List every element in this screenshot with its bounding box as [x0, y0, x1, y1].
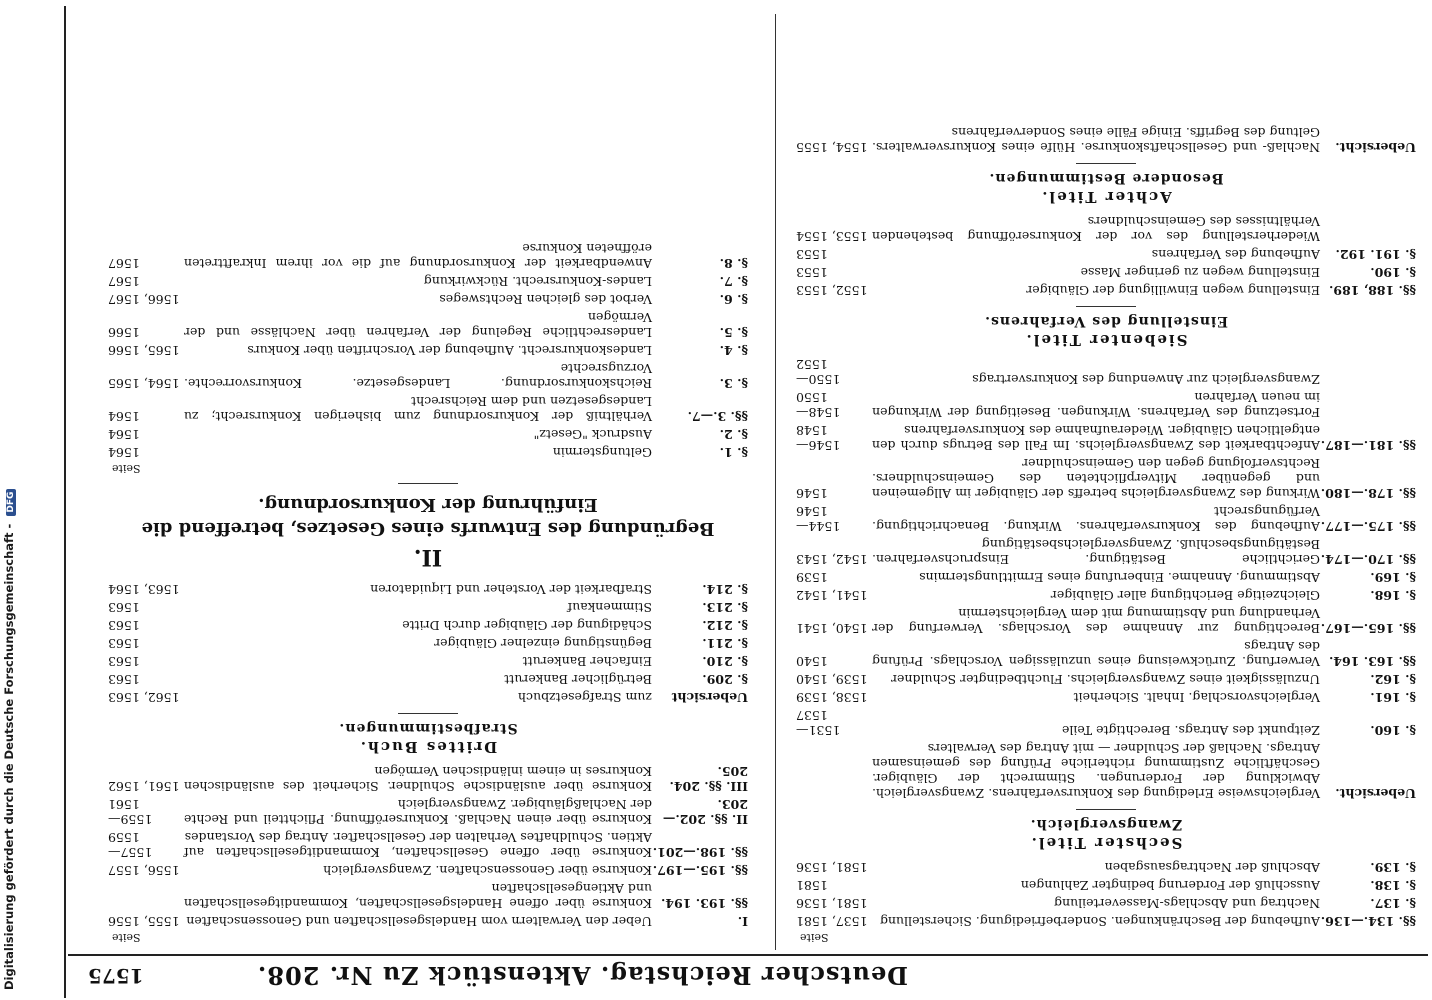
part2-numeral: II.: [413, 544, 443, 570]
toc-entry: [796, 639, 1416, 669]
page-header: [68, 954, 1428, 996]
footer-strip: [0, 0, 28, 1000]
toc-entry-page: 1557—1559: [108, 830, 153, 860]
toc-entry-number: §. 161.: [1370, 690, 1416, 705]
toc-entry-number: §. 4.: [719, 343, 748, 358]
toc-entry: [108, 292, 748, 307]
subtitle-7: Einstellung des Verfahrens.: [984, 313, 1228, 329]
toc-entry-page: 1563: [108, 636, 140, 651]
toc-entry: [108, 764, 748, 794]
toc-entry-number: §. 5.: [719, 325, 748, 340]
toc-entry-page: 1544—1546: [796, 504, 841, 534]
toc-entry-page: 1567: [108, 274, 140, 289]
seite-label: Seite: [112, 931, 141, 944]
book3-subtitle: Strafbestimmungen.: [338, 720, 518, 736]
toc-entry-page: 1566, 1567: [108, 292, 180, 307]
rule: [1076, 306, 1136, 307]
toc-entry-text: Gerichtliche Bestätigung. Einspruchsverfahren. Bestätigungsbeschluß. Zwangsvergleichsbestätigung: [872, 537, 1320, 567]
toc-entry-number: §. 214.: [702, 582, 748, 597]
toc-entry: [796, 588, 1416, 603]
toc-entry-text: Strafbarkeit der Vorsteher und Liquidatoren: [370, 582, 652, 597]
toc-entry-page: 1564: [108, 445, 140, 460]
title-6: Sechster Titel.: [1029, 834, 1183, 852]
toc-entry: [108, 394, 748, 424]
toc-entry-page: 1581, 1536: [796, 896, 868, 911]
entries-a: [796, 860, 1416, 929]
toc-entry-page: 1561, 1562: [108, 779, 180, 794]
toc-entry-number: §. 137.: [1370, 896, 1416, 911]
toc-entry-number: §. 138.: [1370, 878, 1416, 893]
toc-entry: [108, 361, 748, 391]
toc-entry: [796, 456, 1416, 501]
toc-entry-text: Vergleichsvorschlag. Inhalt. Sicherheit: [1073, 690, 1320, 705]
toc-entry-number: §§. 193. 194.: [660, 896, 748, 911]
toc-entry: [108, 672, 748, 687]
rule: [1076, 163, 1136, 164]
toc-entry-page: 1546—1548: [796, 423, 841, 453]
toc-entry: [108, 863, 748, 878]
toc-entry-page: 1552, 1553: [796, 283, 868, 298]
toc-entry-page: 1548—1550: [796, 390, 841, 420]
column-divider: [775, 14, 776, 950]
toc-entry-text: Nachlaß- und Gesellschaftskonkurse. Hülfe eines Konkursverwalters. Geltung des Begriffs. Einige Fälle eines Sonderverfahrens: [872, 125, 1320, 155]
toc-entry: [796, 914, 1416, 929]
toc-entry-number: I.: [737, 914, 748, 929]
toc-entry: [108, 830, 748, 860]
toc-entry-text: Konkurse über offene Handelsgesellschaften, Kommanditgesellschaften und Aktiengesellschaften: [184, 881, 652, 911]
rule: [1076, 809, 1136, 810]
toc-entry-page: 1564: [108, 409, 140, 424]
toc-entry: [796, 878, 1416, 893]
toc-entry-number: §. 168.: [1370, 588, 1416, 603]
toc-entry: [108, 343, 748, 358]
toc-entry-number: [1320, 214, 1416, 244]
toc-entry-text: Verbot des gleichen Rechtsweges: [439, 292, 652, 307]
toc-entry-page: 1559—1561: [108, 797, 153, 827]
toc-entry-number: §§. 198.—201.: [652, 845, 748, 860]
entries-b: [108, 582, 748, 705]
toc-entry: [108, 618, 748, 633]
toc-entry-text: Aufhebung des Konkursverfahrens. Wirkung. Benachrichtigung. Verfügungsrecht: [872, 504, 1320, 534]
toc-entry-text: Einfacher Bankerutt: [522, 654, 652, 669]
toc-entry-text: Vergleichsweise Erledigung des Konkursverfahrens. Zwangsvergleich. Abwicklung der Forderungen. Stimmrecht der Gläubiger. Geschäftliche Zustimmung richterliche Prüfung des gemeinsamen Antrags. Nachlaß der Schuldner — mit Antrag des Verwalters: [872, 741, 1320, 801]
toc-entry-number: §. 211.: [702, 636, 748, 651]
toc-entry: [796, 606, 1416, 636]
toc-entry-number: Uebersicht: [671, 690, 748, 705]
toc-entry-number: §. 8.: [719, 256, 748, 271]
rule: [398, 713, 458, 714]
toc-entry-number: §. 169.: [1370, 570, 1416, 585]
toc-entry: [796, 537, 1416, 567]
toc-entry-number: §. 190.: [1370, 265, 1416, 280]
toc-entry-page: 1564, 1565: [108, 376, 180, 391]
toc-entry: [796, 708, 1416, 738]
toc-entry-text: Zeitpunkt des Antrags. Berechtigte Teile: [1061, 723, 1320, 738]
page-title: Deutscher Reichstag. Aktenstück Zu Nr. 208.: [256, 961, 908, 990]
toc-entry-text: Konkurse über offene Gesellschaften, Kommanditgesellschaften auf Aktien. Schuldhaftes Verhalten der Gesellschafter. Antrag des Vorstandes: [184, 830, 652, 860]
toc-entry-page: 1581, 1536: [796, 860, 868, 875]
toc-entry-text: Betrüglicher Bankerutt: [504, 672, 652, 687]
left-column: [796, 14, 1416, 944]
toc-entry-number: §§. 3.—7.: [687, 409, 748, 424]
toc-entry-page: 1553: [796, 265, 828, 280]
toc-entry-number: §. 3.: [719, 376, 748, 391]
rotated-content: [68, 4, 1428, 996]
title-8: Achter Titel.: [1040, 188, 1172, 206]
toc-entry: [108, 445, 748, 460]
toc-entry-text: Schädigung der Gläubiger durch Dritte: [402, 618, 652, 633]
toc-entry-page: 1564: [108, 427, 140, 442]
toc-entry-text: Ausdruck "Gesetz": [533, 427, 652, 442]
toc-entry-page: 1565, 1566: [108, 343, 180, 358]
toc-entry: [108, 241, 748, 271]
rule: [398, 483, 458, 484]
toc-entry-number: §§. 163. 164.: [1328, 654, 1416, 669]
toc-entry-number: §. 213.: [702, 600, 748, 615]
toc-entry: [796, 860, 1416, 875]
toc-entry-text: Landes-Konkursrecht. Rückwirkung: [423, 274, 652, 289]
toc-entry-text: Begünstigung einzelner Gläubiger: [434, 636, 652, 651]
toc-entry-number: §§. 170.—174.: [1320, 552, 1416, 567]
toc-entry-text: Wiederherstellung des vor der Konkurseröffnung bestehenden Verhältnisses des Gemeinschuldners: [872, 214, 1320, 244]
book3-title: Drittes Buch.: [358, 738, 498, 756]
toc-entry: [108, 310, 748, 340]
toc-entry-text: Ueber den Verwaltern vom Handelsgesellschaften und Genossenschaften: [186, 914, 652, 929]
entries-a: [108, 764, 748, 929]
toc-entry-page: 1563: [108, 654, 140, 669]
page-number: 1575: [88, 964, 144, 988]
toc-entry: [796, 690, 1416, 705]
toc-entry-page: 1566: [108, 325, 140, 340]
toc-entry-page: 1541, 1542: [796, 588, 868, 603]
right-column: [108, 14, 748, 944]
toc-entry-page: 1550—1552: [796, 357, 841, 387]
toc-entry-number: §§. 195.—197.: [652, 863, 748, 878]
toc-entry-page: 1546: [796, 486, 828, 501]
part2-title: Begründung des Entwurfs eines Gesetzes, betreffend die Einführung der Konkursordnung.: [141, 494, 715, 539]
toc-entry: [108, 600, 748, 615]
toc-entry-page: 1539: [796, 570, 828, 585]
toc-entry: [108, 797, 748, 827]
toc-entry: [796, 283, 1416, 298]
toc-entry-page: 1581: [796, 878, 828, 893]
toc-entry-text: Fortsetzung des Verfahrens. Wirkungen. Beseitigung der Wirkungen im neuen Verfahren: [872, 390, 1320, 420]
toc-entry-text: Zwangsvergleich zur Anwendung des Konkursvertrags: [972, 372, 1320, 387]
toc-entry-text: Konkurse über ausländische Schuldner. Sicherheit des ausländischen Konkurses in einem inländischen Vermögen: [184, 764, 652, 794]
toc-entry-number: §. 191. 192.: [1335, 247, 1416, 262]
toc-entry-page: 1567: [108, 256, 140, 271]
toc-entry-number: §§. 175.—177.: [1320, 519, 1416, 534]
toc-entry-number: §§. 134.—136.: [1320, 914, 1416, 929]
title-7: Siebenter Titel.: [1024, 331, 1188, 349]
toc-entry-text: Geltungstermin: [552, 445, 652, 460]
toc-entry: [796, 214, 1416, 244]
toc-entry-number: II. §§. 202.—203.: [662, 797, 748, 827]
toc-entry-page: 1563: [108, 618, 140, 633]
toc-entry-number: §. 7.: [719, 274, 748, 289]
toc-entry-page: [796, 741, 872, 801]
toc-entry: [796, 125, 1416, 155]
toc-entry-page: 1537, 1581: [796, 914, 868, 929]
toc-entry-page: [108, 881, 184, 911]
toc-entry-text: Landesrechtliche Regelung der Verfahren über Nachlässe und der Vermögen: [184, 310, 652, 340]
toc-entry-text: Konkurse über einen Nachlaß. Konkurseröffnung. Pflichtteil und Rechte der Nachlaßgläubiger. Zwangsvergleich: [184, 797, 652, 827]
entries-c: [796, 214, 1416, 298]
toc-entry-text: Konkurse über Genossenschaften. Zwangsvergleich: [323, 863, 652, 878]
page-edge-line: [64, 6, 66, 998]
toc-entry-text: Nachtrag und Abschlags-Masseverteilung: [1054, 896, 1320, 911]
toc-entry-number: III. §§. 204. 205.: [669, 764, 748, 794]
toc-entry-number: §§. 188, 189.: [1328, 283, 1416, 298]
toc-entry: [796, 896, 1416, 911]
toc-entry-text: Anwendbarkeit der Konkursordnung auf die vor ihrem Inkrafttreten eröffneten Konkurse: [184, 241, 652, 271]
toc-entry-number: Uebersicht.: [1335, 140, 1416, 155]
entries-b: [796, 357, 1416, 801]
toc-entry-text: Einstellung wegen Einwilligung der Gläubiger: [1026, 283, 1320, 298]
toc-entry-number: §. 1.: [719, 445, 748, 460]
toc-entry: [108, 881, 748, 911]
toc-entry: [796, 247, 1416, 262]
toc-entry-page: 1556, 1557: [108, 863, 180, 878]
seite-label: Seite: [112, 462, 141, 475]
toc-entry-text: Reichskonkursordnung. Landesgesetze. Konkursvorrechte. Vorzugsrechte: [184, 361, 652, 391]
toc-entry-page: 1562, 1563: [108, 690, 180, 705]
toc-entry-page: 1563: [108, 672, 140, 687]
toc-entry-page: 1531—1537: [796, 708, 841, 738]
toc-entry-text: Aufhebung der Beschränkungen. Sonderbefriedigung. Sicherstellung: [879, 914, 1320, 929]
toc-entry-page: 1555, 1556: [108, 914, 180, 929]
toc-entry-text: Abschluß der Nachtragsausgaben: [1104, 860, 1320, 875]
toc-entry-number: §. 6.: [719, 292, 748, 307]
footer-credit: [2, 10, 16, 990]
toc-entry-page: 1553, 1554: [796, 229, 868, 244]
toc-entry: [108, 274, 748, 289]
toc-entry-page: 1563, 1564: [108, 582, 180, 597]
toc-entry-number: §§. 165.—167.: [1320, 621, 1416, 636]
toc-entry-number: [1320, 390, 1416, 420]
footer-credit-text: Digitalisierung gefördert durch die Deutsche Forschungsgemeinschaft -: [2, 523, 16, 990]
toc-entry-text: Unzulässigkeit eines Zwangsvergleichs. Fluchtbedingter Schuldner: [891, 672, 1320, 687]
toc-entry-number: §. 212.: [702, 618, 748, 633]
toc-entry: [796, 504, 1416, 534]
toc-entry: [796, 672, 1416, 687]
toc-entry: [108, 914, 748, 929]
toc-entry-text: Anfechtbarkeit des Zwangsvergleichs. Im Fall des Betrugs durch den entgeltlichen Gläubiger. Wiederaufnahme des Konkursverfahrens: [872, 423, 1320, 453]
toc-entry: [108, 654, 748, 669]
toc-entry: [796, 357, 1416, 387]
subtitle-6: Zwangsvergleich.: [1029, 816, 1183, 832]
toc-entry-number: [1320, 357, 1416, 387]
toc-entry-page: 1563: [108, 600, 140, 615]
toc-entry-page: 1554, 1555: [796, 140, 868, 155]
entries-c: [108, 241, 748, 460]
entries-d: [796, 125, 1416, 155]
subtitle-8: Besondere Bestimmungen.: [988, 170, 1224, 186]
toc-entry-number: §§. 181.—187.: [1320, 438, 1416, 453]
toc-entry-text: Aufhebung des Verfahrens: [1151, 247, 1320, 262]
toc-entry-text: Einstellung wegen zu geringer Masse: [1080, 265, 1320, 280]
toc-entry-page: 1538, 1539: [796, 690, 868, 705]
toc-entry-text: Ausschluß der Forderung bedingter Zahlungen: [1020, 878, 1320, 893]
toc-entry-number: §. 162.: [1370, 672, 1416, 687]
toc-entry-text: Verwerfung. Zurückweisung eines unzulässigen Vorschlags. Prüfung des Antrags: [872, 639, 1320, 669]
toc-entry-number: §. 210.: [702, 654, 748, 669]
toc-entry-number: §§. 178.—180.: [1320, 486, 1416, 501]
toc-entry-number: §. 209.: [702, 672, 748, 687]
toc-entry: [108, 427, 748, 442]
toc-entry: [796, 265, 1416, 280]
toc-entry-page: 1540, 1541: [796, 621, 868, 636]
toc-entry-page: 1542, 1543: [796, 552, 868, 567]
toc-entry-number: §. 2.: [719, 427, 748, 442]
toc-entry-text: Stimmenkauf: [567, 600, 652, 615]
toc-entry-text: Gleichzeitige Berichtigung aller Gläubiger: [1050, 588, 1320, 603]
toc-entry: [796, 390, 1416, 420]
toc-entry-page: 1540: [796, 654, 828, 669]
toc-entry-number: §. 160.: [1370, 723, 1416, 738]
toc-entry: [108, 690, 748, 705]
toc-entry-text: Abstimmung. Annahme. Einberufung eines Ermittlungstermins: [919, 570, 1320, 585]
toc-entry: [796, 570, 1416, 585]
toc-entry-number: Uebersicht.: [1335, 786, 1416, 801]
toc-entry-text: zum Strafgesetzbuch: [517, 690, 652, 705]
seite-label: Seite: [800, 931, 829, 944]
toc-entry: [796, 741, 1416, 801]
toc-entry-page: 1539, 1540: [796, 672, 868, 687]
toc-entry-page: 1553: [796, 247, 828, 262]
toc-entry: [796, 423, 1416, 453]
toc-entry-number: §. 139.: [1370, 860, 1416, 875]
toc-entry-text: Berechtigung zur Annahme des Vorschlags. Verwerfung der Verhandlung und Abstimmung mit dem Vergleichstermin: [872, 606, 1320, 636]
toc-entry: [108, 636, 748, 651]
dfg-logo: DFG: [6, 489, 16, 516]
toc-entry-text: Landeskonkursrecht. Aufhebung der Vorschriften über Konkurs: [247, 343, 652, 358]
toc-entry-text: Verhältniß der Konkursordnung zum bisherigen Konkursrecht; zu Landesgesetzen und dem Reichsrecht: [184, 394, 652, 424]
toc-entry-text: Wirkung des Zwangsvergleichs betreffs der Gläubiger im Allgemeinen und gegenüber Mitverpflichteten des Gemeinschuldners. Rechtsverfolgung gegen den Gemeinschuldner: [872, 456, 1320, 501]
toc-entry: [108, 582, 748, 597]
